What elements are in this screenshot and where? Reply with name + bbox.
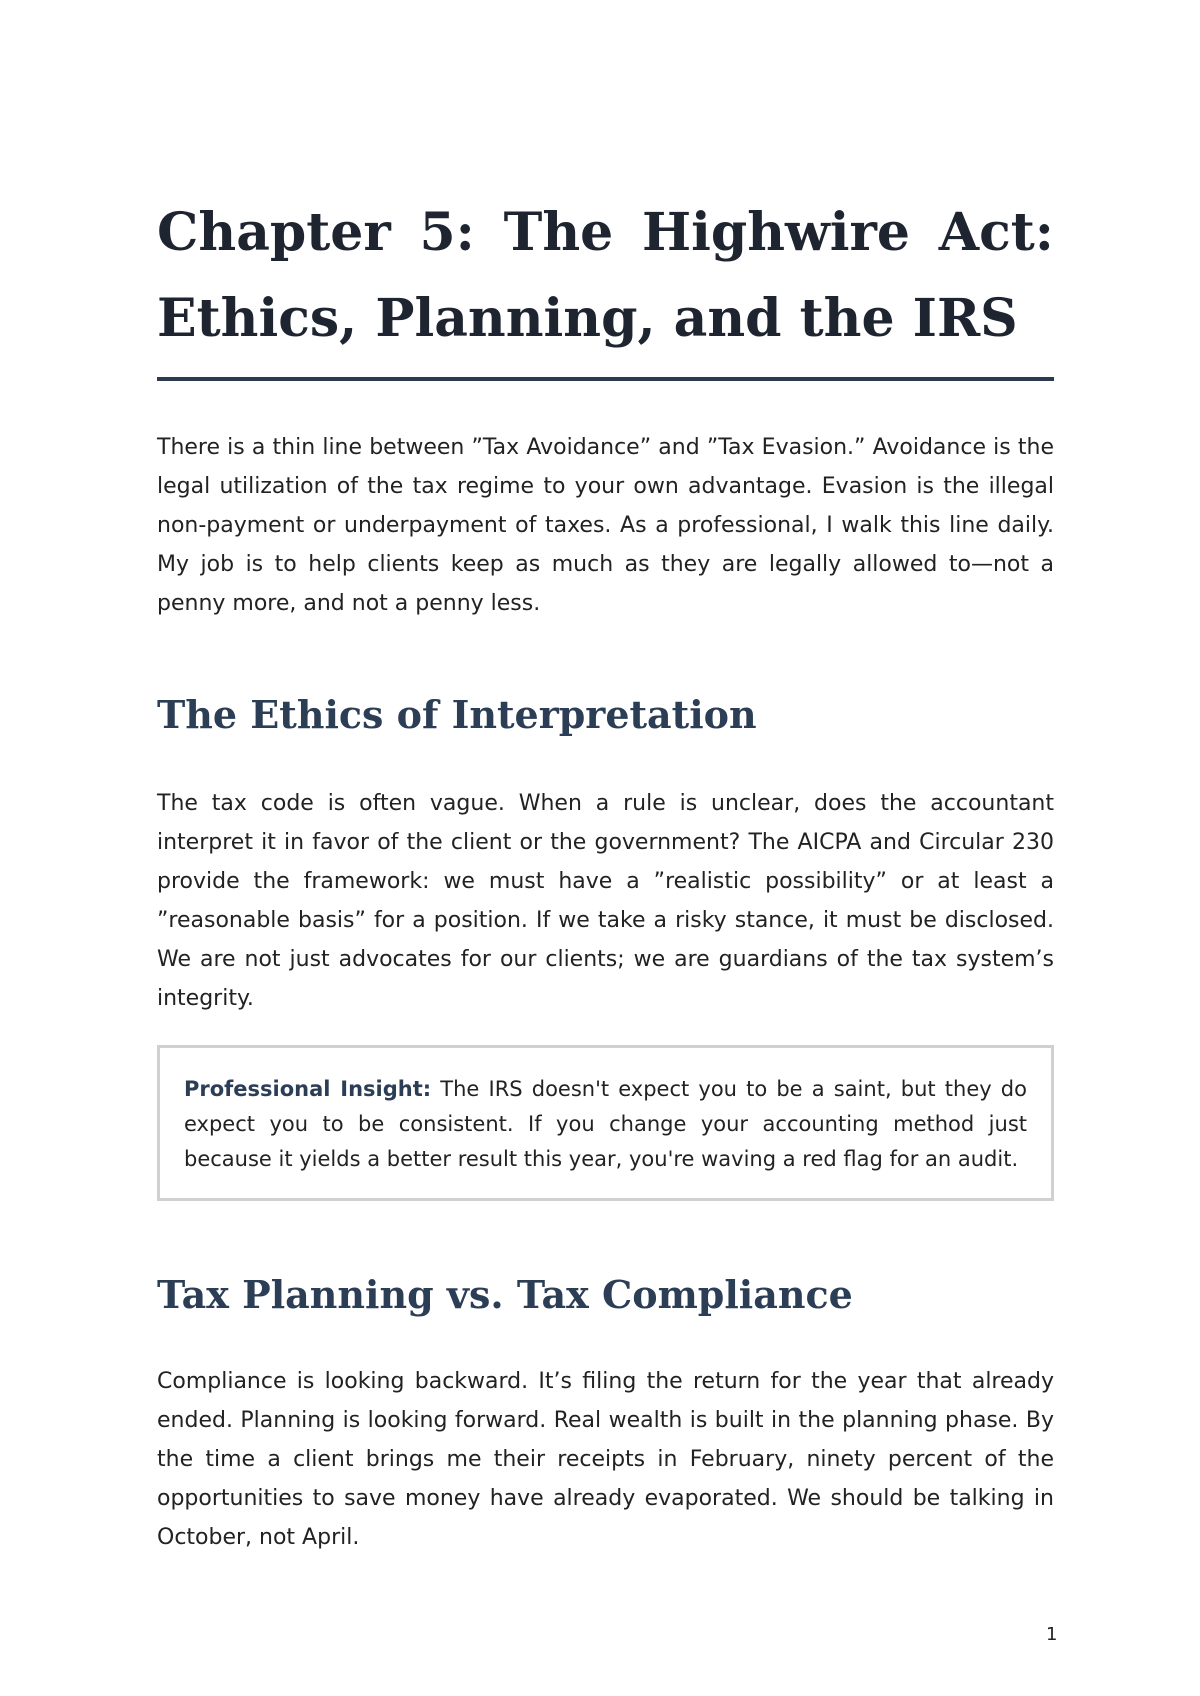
chapter-title: Chapter 5: The Highwire Act: Ethics, Planning, and the IRS xyxy=(157,202,1054,349)
intro-paragraph: There is a thin line between ”Tax Avoidance” and ”Tax Evasion.” Avoidance is the legal utilization of the tax regime to your own advantage. Evasion is the illegal non-payment or underpayment of taxes. As a professional, I walk this line daily. My job is to help clients keep as much as they are legally allowed to—not a penny more, and not a penny less. xyxy=(157,435,1054,616)
insight-label: Professional Insight: xyxy=(184,1077,432,1101)
planning-paragraph: Compliance is looking backward. It’s filing the return for the year that already ended. Planning is looking forward. Real wealth is built in the planning phase. By the time a client brings me their receipts in February, ninety percent of the opportunities to save money have already evaporated. We should be talking in October, not April. xyxy=(157,1369,1054,1550)
section-heading-planning: Tax Planning vs. Tax Compliance xyxy=(157,1272,853,1317)
ethics-paragraph: The tax code is often vague. When a rule is unclear, does the accountant interpret it in favor of the client or the government? The AICPA and Circular 230 provide the framework: we must have a ”realistic possibility” or at least a ”reasonable basis” for a position. If we take a risky stance, it must be disclosed. We are not just advocates for our clients; we are guardians of the tax system’s integrity. xyxy=(157,791,1054,1011)
insight-text: The IRS doesn't expect you to be a saint, but they do expect you to be consistent. If you change your accounting method just because it yields a better result this year, you're waving a red flag for an audit. xyxy=(184,1077,1027,1171)
title-divider xyxy=(157,377,1054,381)
section-heading-ethics: The Ethics of Interpretation xyxy=(157,692,757,737)
professional-insight-callout xyxy=(157,1045,1054,1201)
page-number: 1 xyxy=(1046,1624,1058,1645)
